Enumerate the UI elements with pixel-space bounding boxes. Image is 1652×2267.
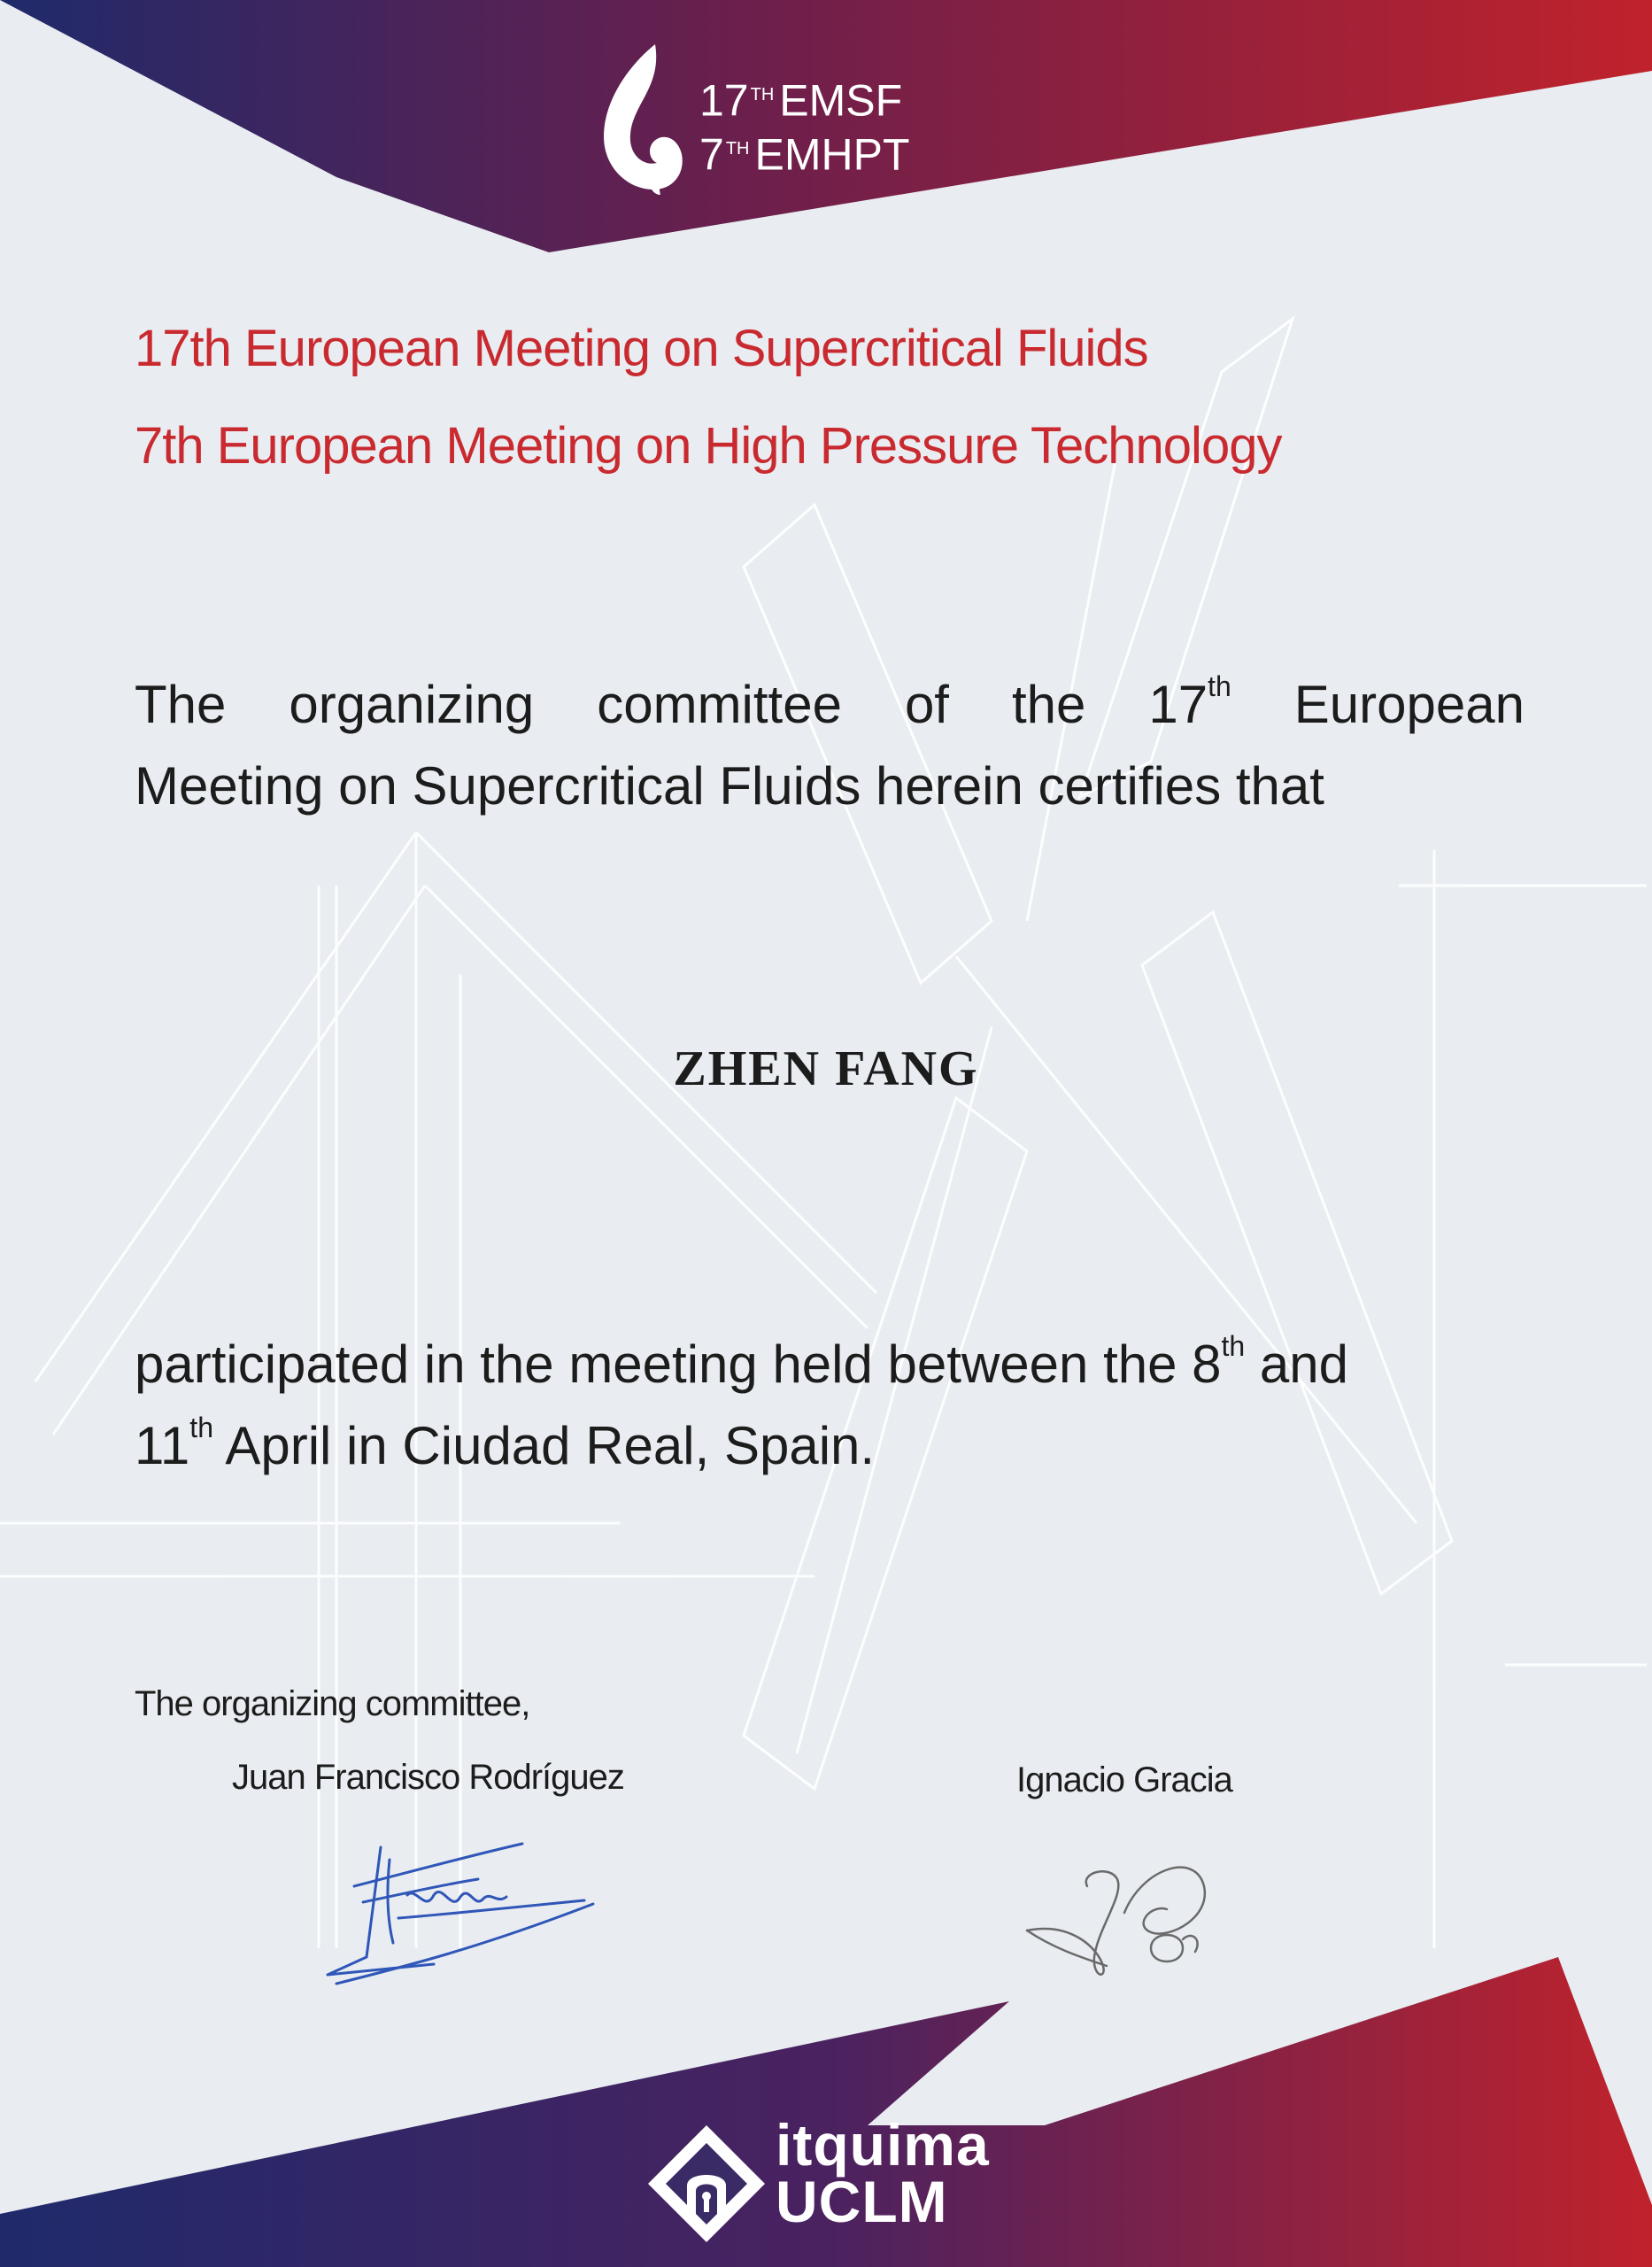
participation-statement: participated in the meeting held between the 8th and 11th April in Ciudad Real, Spain. [135, 1330, 1348, 1475]
recipient-name: ZHEN FANG [673, 1041, 979, 1096]
logo-line-emsf: 17 $^{TH}$ EMSF [699, 75, 903, 126]
signature-1 [301, 1833, 602, 2010]
logo-itquima: itquima [776, 2112, 990, 2178]
logo-line-emhpt: 7 $^{TH}$ EMHPT [699, 129, 910, 180]
tower-emblem-icon [645, 2122, 768, 2246]
headline-emsf: 17th European Meeting on Supercritical Fluids [135, 320, 1148, 377]
itquima-uclm-logo [645, 2112, 1016, 2249]
signer-name-2: Ignacio Gracia [1016, 1760, 1232, 1799]
emsf-emhpt-logo [593, 39, 965, 198]
certification-statement: The organizing committee of the 17th European Meeting on Supercritical Fluids herein certifies that [135, 670, 1525, 816]
committee-label: The organizing committee, [135, 1684, 530, 1723]
flame-drop-icon [593, 39, 691, 198]
signature-2 [1018, 1833, 1248, 2010]
headline-emhpt: 7th European Meeting on High Pressure Technology [135, 417, 1282, 475]
logo-uclm: UCLM [776, 2169, 948, 2234]
signer-name-1: Juan Francisco Rodríguez [232, 1758, 624, 1797]
